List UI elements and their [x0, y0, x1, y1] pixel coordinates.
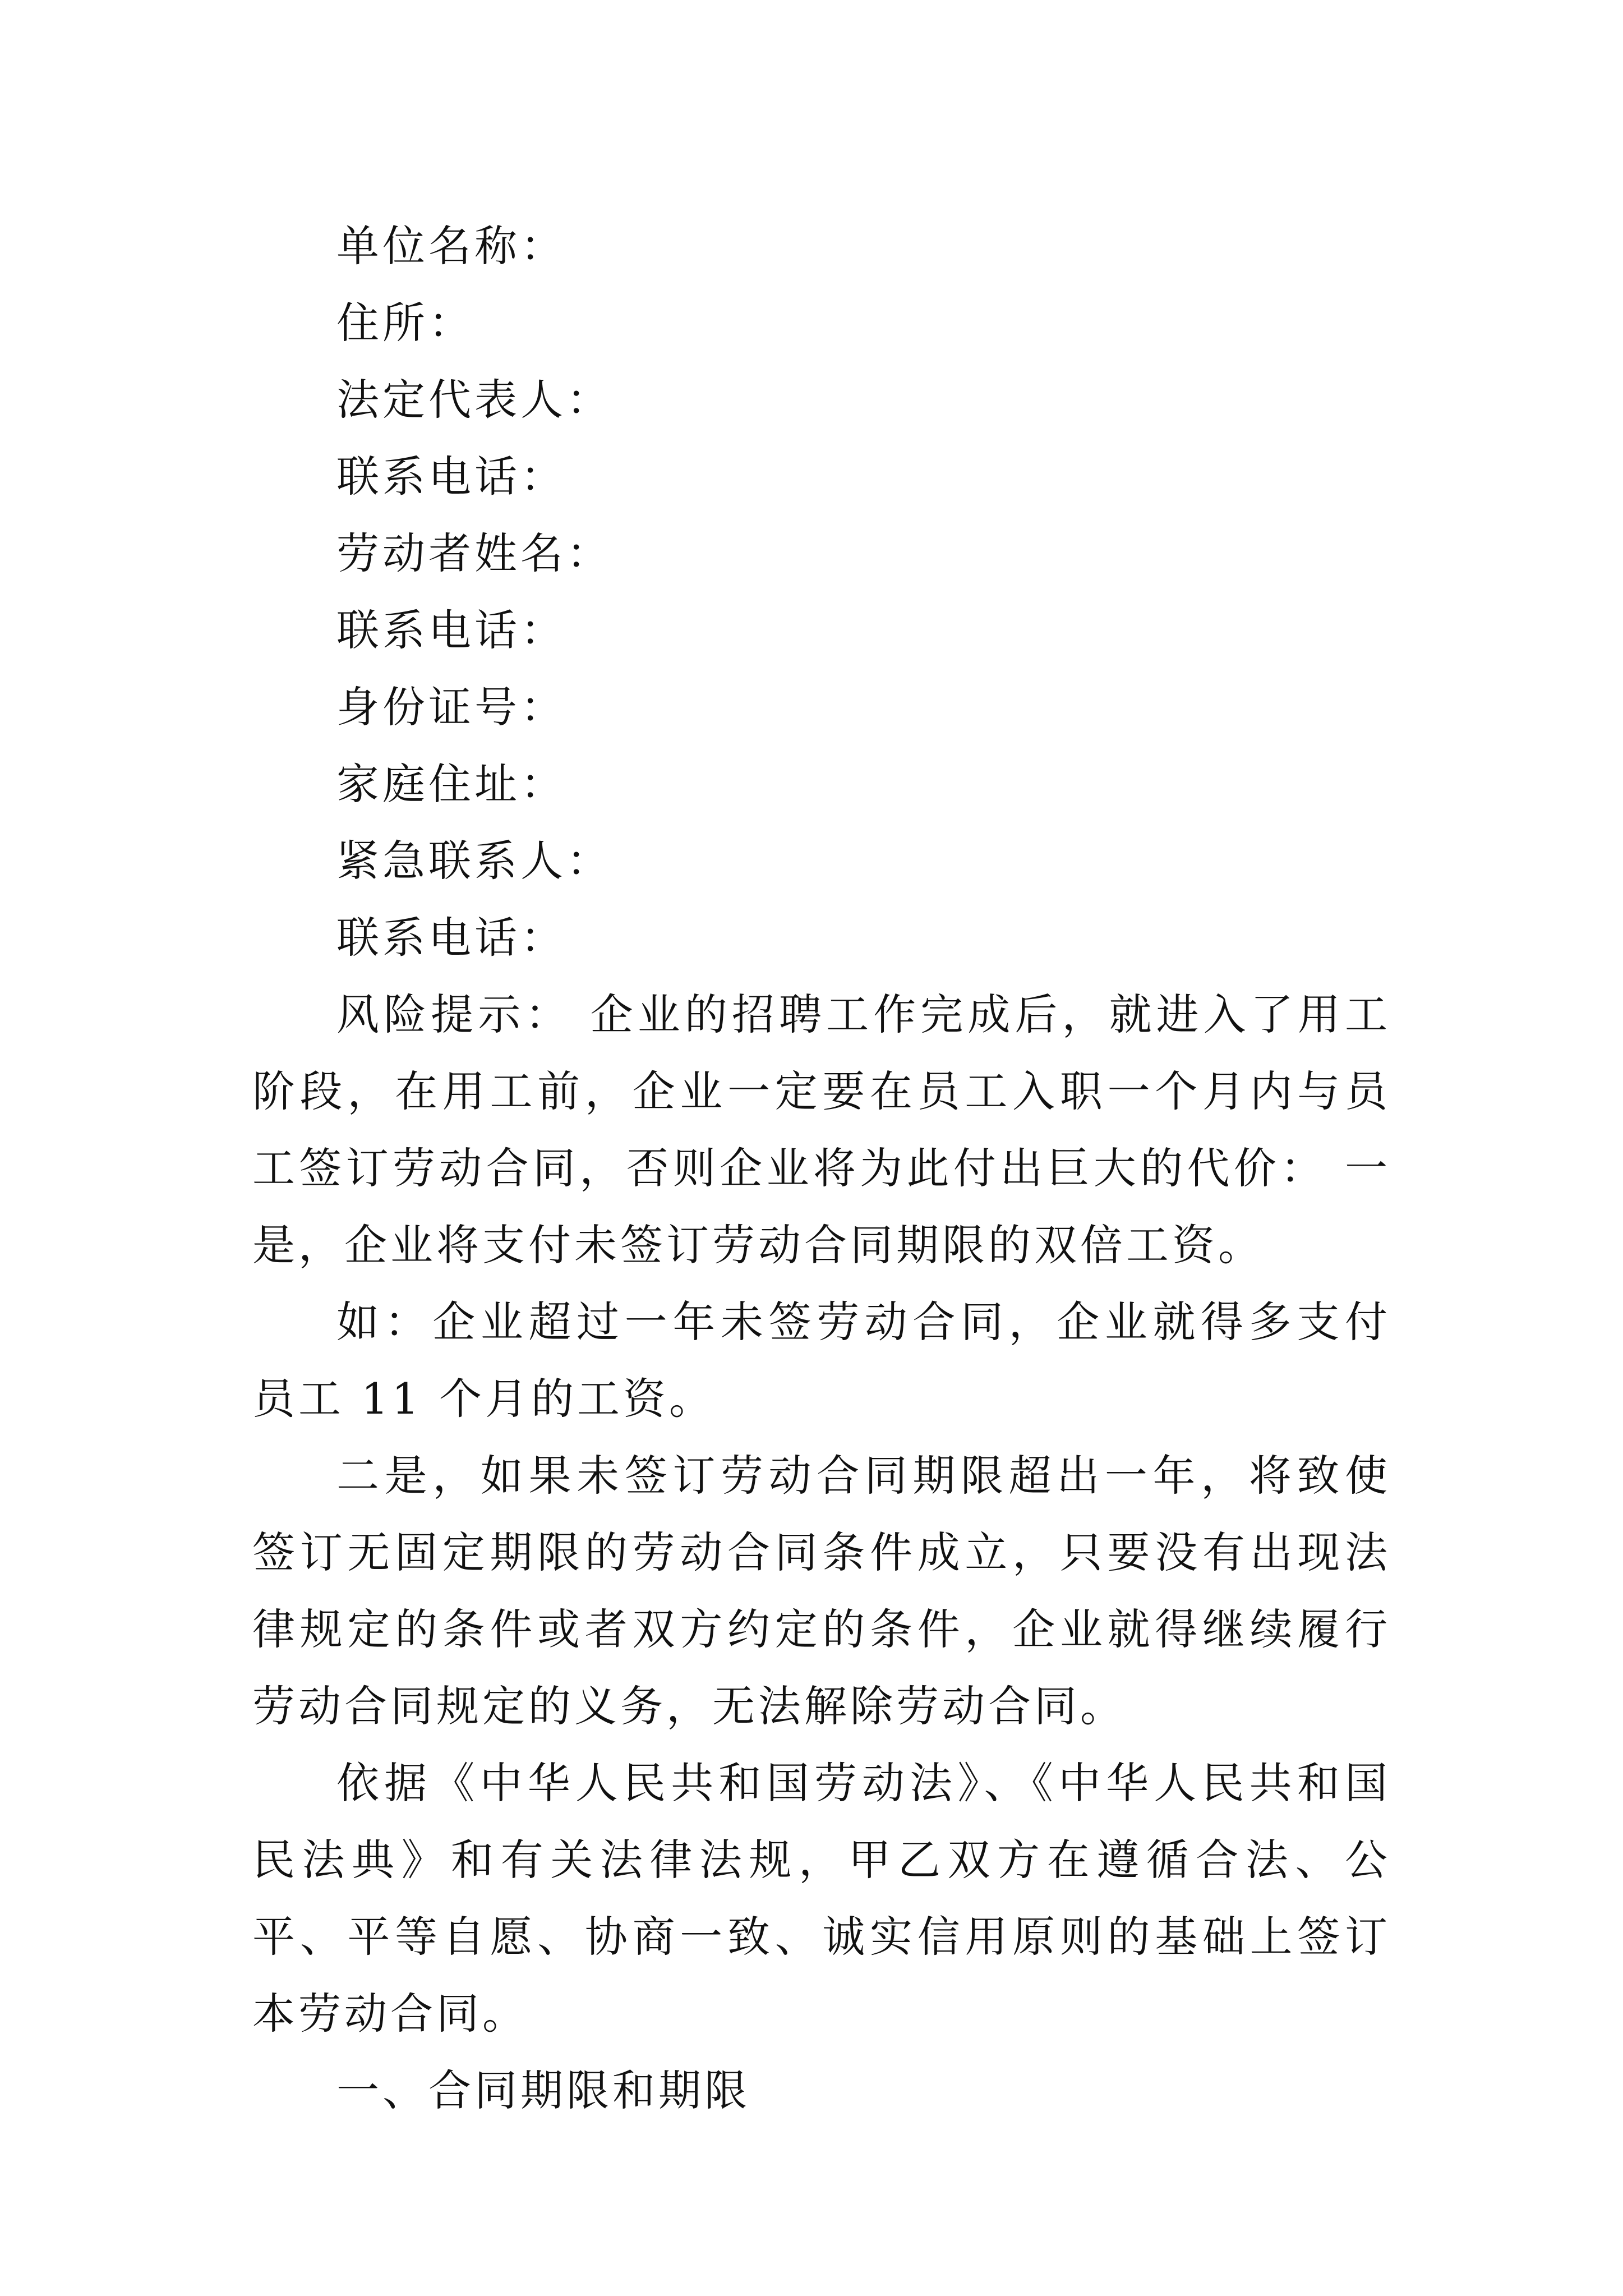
field-company-name: 单位名称：: [336, 221, 566, 271]
field-emergency-contact: 紧急联系人：: [336, 836, 612, 886]
field-emergency-phone: 联系电话：: [336, 913, 566, 963]
risk-notice-paragraph: 风险提示： 企业的招聘工作完成后，就进入了用工阶段，在用工前，企业一定要在员工入职一个月内与员工签订劳动合同，否则企业将为此付出巨大的代价： 一是，企业将支付未签订劳动合同期限的双倍工资。: [252, 990, 1391, 1270]
field-company-phone: 联系电话：: [336, 452, 566, 501]
example-paragraph: 如：企业超过一年未签劳动合同，企业就得多支付员工 11 个月的工资。: [252, 1297, 1391, 1424]
field-worker-phone: 联系电话：: [336, 605, 566, 655]
section-heading: 一、合同期限和期限: [336, 2065, 750, 2115]
field-home-address: 家庭住址：: [336, 759, 566, 809]
field-company-address: 住所：: [336, 298, 474, 348]
document-body: [252, 208, 1391, 2129]
second-consequence-paragraph: 二是，如果未签订劳动合同期限超出一年，将致使签订无固定期限的劳动合同条件成立，只要没有出现法律规定的条件或者双方约定的条件，企业就得继续履行劳动合同规定的义务，无法解除劳动合同。: [252, 1451, 1391, 1731]
legal-basis-paragraph: 依据《中华人民共和国劳动法》、《中华人民共和国民法典》和有关法律法规，甲乙双方在遵循合法、公平、平等自愿、协商一致、诚实信用原则的基础上签订本劳动合同。: [252, 1758, 1391, 2039]
field-legal-representative: 法定代表人：: [336, 375, 612, 425]
field-worker-name: 劳动者姓名：: [336, 528, 612, 578]
field-id-number: 身份证号：: [336, 682, 566, 732]
